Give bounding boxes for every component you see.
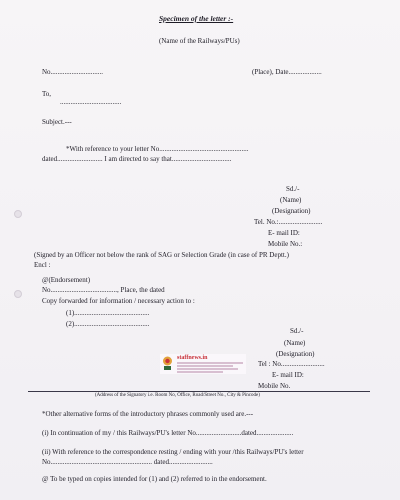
to-label: To, [42, 90, 52, 98]
letter-number: No.............................. [42, 68, 104, 76]
reference-line-2: dated.......................... I am directed to say that.................................. [42, 155, 232, 163]
mobile-number: Mobile No.: [268, 240, 303, 248]
punch-hole [14, 290, 22, 298]
letter-title: Specimen of the letter :- [159, 14, 234, 23]
signatory-name-2: (Name) [284, 339, 306, 347]
endorsement-heading: @(Endorsement) [42, 276, 91, 284]
railway-name-heading: (Name of the Railways/PUs) [159, 37, 240, 45]
stamp-text-lines [177, 362, 243, 374]
emblem-icon [161, 356, 174, 371]
copy-forwarded-line: Copy forwarded for information / necessary action to : [42, 297, 195, 305]
signature-sd-2: Sd./- [290, 327, 304, 335]
email-id: E- mail ID: [268, 229, 300, 237]
signing-authority-note: (Signed by an Officer not below the rank of SAG or Selection Grade (in case of PR Deptt.) [34, 251, 289, 259]
address-note: (Address of the Signatory i.e. Room No, Office, Road/Street No., City & Pincode) [95, 393, 260, 398]
watermark-stamp [160, 354, 246, 374]
alternative-form-2b: No.......................................................... dated......................... [42, 458, 213, 466]
telephone-number: Tel. No.:......................... [254, 218, 323, 226]
telephone-number-2: Tel : No......................... [258, 360, 325, 368]
endorsement-number: No......................................, Place, the dated [42, 286, 165, 294]
alternative-form-2a: (ii) With reference to the correspondence resting / ending with your /this Railways/PU's letter [42, 448, 304, 456]
copy-recipient-1: (1)........................................... [66, 309, 150, 317]
signatory-designation-2: (Designation) [276, 350, 315, 358]
email-id-2: E- mail ID: [272, 371, 304, 379]
divider-line [28, 391, 370, 392]
alternative-form-1: (i) In continuation of my / this Railways/PU's letter No..........................dated..................... [42, 429, 294, 437]
place-date: (Place), Date................... [252, 68, 322, 76]
subject-line: Subject.--- [42, 118, 72, 126]
copy-recipient-2: (2)........................................... [66, 320, 150, 328]
signature-sd: Sd./- [286, 185, 300, 193]
mobile-number-2: Mobile No. [258, 382, 291, 390]
punch-hole [14, 210, 22, 218]
signatory-name: (Name) [280, 196, 302, 204]
enclosure-label: Encl : [34, 261, 51, 269]
stamp-brand-text: staffnews.in [177, 355, 208, 361]
signatory-designation: (Designation) [272, 207, 311, 215]
addressee-line: ................................... [60, 98, 122, 106]
endorsement-footnote: @ To be typed on copies intended for (1) and (2) referred to in the endorsement. [42, 475, 267, 483]
reference-line-1: *With reference to your letter No................................................... [66, 145, 249, 153]
alternative-forms-heading: *Other alternative forms of the introductory phrases commonly used are.--- [42, 410, 254, 418]
